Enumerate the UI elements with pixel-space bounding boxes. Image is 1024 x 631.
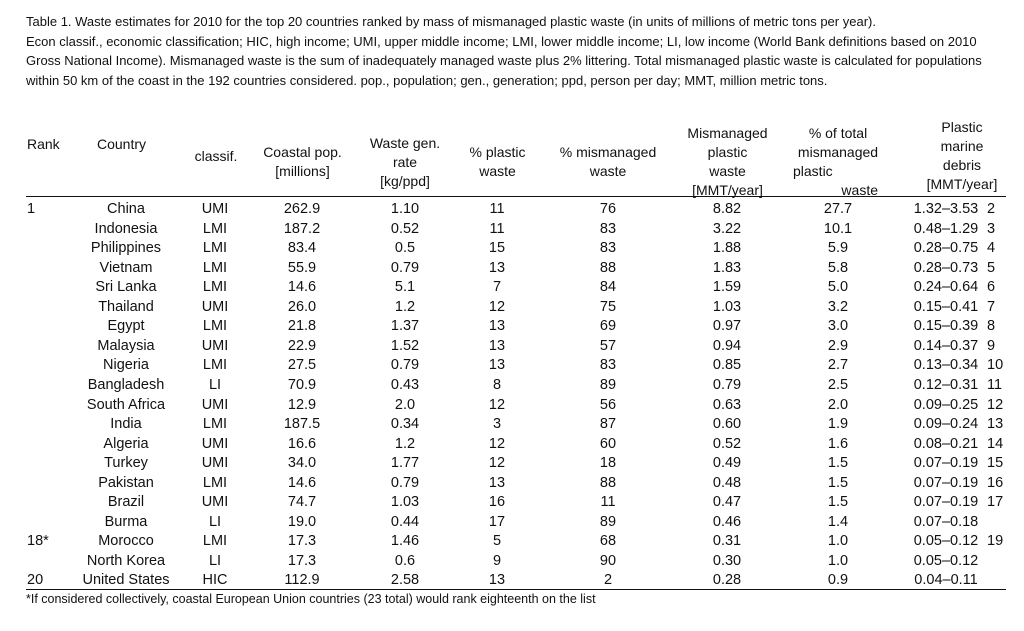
cell-pct-total: 2.9 — [827, 337, 849, 354]
header-waste-gen-rate — [355, 134, 455, 191]
cell-econ-classif: UMI — [201, 455, 229, 472]
cell-marine-debris: 1.32–3.53 — [913, 201, 979, 217]
cell-debris-rank: 11 — [987, 376, 1003, 393]
header-line: [MMT/year] — [926, 176, 998, 192]
cell-country: Algeria — [103, 435, 149, 452]
cell-pct-mismanaged: 11 — [600, 494, 616, 511]
cell-pct-total: 3.2 — [827, 298, 849, 315]
cell-mismanaged-plastic: 0.97 — [712, 318, 742, 335]
cell-pct-total: 5.0 — [827, 279, 849, 296]
cell-mismanaged-plastic: 1.59 — [712, 279, 742, 296]
cell-rank: 1 — [27, 201, 36, 217]
cell-country: Nigeria — [103, 357, 149, 374]
cell-marine-debris: 0.24–0.64 — [913, 279, 979, 296]
cell-pct-plastic: 15 — [488, 240, 506, 257]
cell-pct-total: 10.1 — [823, 220, 853, 237]
cell-pct-plastic: 11 — [489, 220, 505, 237]
cell-econ-classif: UMI — [201, 201, 229, 217]
cell-debris-rank: 17 — [987, 494, 1004, 511]
cell-debris-rank: 5 — [987, 259, 996, 276]
table-row — [0, 376, 1024, 396]
cell-country: Vietnam — [99, 259, 153, 276]
cell-econ-classif: LMI — [202, 259, 228, 276]
table-row — [0, 220, 1024, 240]
cell-coastal-pop: 16.6 — [287, 435, 317, 452]
cell-pct-mismanaged: 83 — [599, 220, 617, 237]
cell-mismanaged-plastic: 0.52 — [712, 435, 742, 452]
header-line: Plastic — [941, 119, 983, 135]
cell-waste-gen-rate: 0.5 — [394, 240, 416, 257]
cell-marine-debris: 0.28–0.73 — [913, 259, 979, 276]
table-row — [0, 474, 1024, 494]
cell-waste-gen-rate: 5.1 — [394, 279, 416, 296]
cell-mismanaged-plastic: 1.03 — [712, 298, 742, 315]
cell-pct-plastic: 12 — [488, 396, 506, 413]
caption-definitions: Econ classif., economic classification; HIC, high income; UMI, upper middle income; LMI, lower middle income; LI, low income (World Bank definitions based on 2010 Gross National Income). Mismanaged waste is the sum of inadequately managed waste plus 2% littering. Total mismanaged plastic waste is calculated for populations within 50 km of the coast in the 192 countries considered. pop., population; gen., generation; ppd, person per day; MMT, million metric tons. — [26, 33, 982, 88]
cell-rank: 18* — [27, 533, 49, 550]
cell-econ-classif: UMI — [201, 337, 229, 354]
cell-marine-debris: 0.05–0.12 — [913, 533, 979, 550]
cell-waste-gen-rate: 1.52 — [390, 337, 420, 354]
cell-debris-rank: 9 — [987, 337, 996, 354]
cell-country: Bangladesh — [87, 376, 165, 393]
cell-pct-total: 1.4 — [827, 513, 849, 530]
cell-country: Turkey — [104, 455, 148, 472]
cell-pct-mismanaged: 87 — [599, 416, 617, 433]
cell-pct-mismanaged: 88 — [599, 474, 617, 491]
cell-coastal-pop: 14.6 — [287, 279, 317, 296]
cell-econ-classif: LMI — [202, 533, 228, 550]
cell-pct-total: 2.0 — [827, 396, 849, 413]
table-row — [0, 552, 1024, 572]
cell-country: Morocco — [98, 533, 154, 550]
cell-pct-plastic: 13 — [488, 357, 506, 374]
cell-pct-plastic: 13 — [488, 572, 506, 589]
cell-econ-classif: LMI — [202, 240, 228, 257]
header-coastal-pop — [250, 143, 355, 181]
cell-pct-total: 1.5 — [827, 474, 849, 491]
table-row — [0, 200, 1024, 220]
cell-pct-total: 2.5 — [827, 376, 849, 393]
cell-debris-rank: 14 — [987, 435, 1004, 452]
cell-coastal-pop: 262.9 — [283, 201, 321, 217]
cell-pct-mismanaged: 2 — [603, 572, 613, 589]
cell-mismanaged-plastic: 0.60 — [712, 416, 742, 433]
cell-coastal-pop: 17.3 — [287, 552, 317, 569]
cell-pct-plastic: 12 — [488, 298, 506, 315]
cell-country: Burma — [104, 513, 148, 530]
header-line: rate — [392, 154, 418, 170]
cell-coastal-pop: 21.8 — [287, 318, 317, 335]
cell-pct-plastic: 13 — [488, 259, 506, 276]
cell-pct-plastic: 7 — [492, 279, 502, 296]
cell-coastal-pop: 83.4 — [287, 240, 317, 257]
cell-mismanaged-plastic: 0.49 — [712, 455, 742, 472]
table-row — [0, 317, 1024, 337]
cell-pct-mismanaged: 68 — [599, 533, 617, 550]
table-row — [0, 239, 1024, 259]
cell-debris-rank: 2 — [987, 201, 996, 217]
cell-waste-gen-rate: 1.2 — [394, 298, 416, 315]
header-marine-debris — [912, 118, 1012, 194]
cell-country: North Korea — [86, 552, 166, 569]
cell-pct-plastic: 13 — [488, 474, 506, 491]
table-caption — [26, 12, 1006, 90]
header-line: [millions] — [275, 163, 330, 179]
cell-mismanaged-plastic: 0.79 — [712, 376, 742, 393]
header-pct-mismanaged — [543, 143, 673, 181]
cell-pct-total: 1.9 — [827, 416, 849, 433]
cell-econ-classif: LI — [208, 376, 222, 393]
cell-country: Indonesia — [94, 220, 158, 237]
cell-mismanaged-plastic: 0.63 — [712, 396, 742, 413]
cell-mismanaged-plastic: 0.28 — [712, 572, 742, 589]
table-row — [0, 356, 1024, 376]
cell-marine-debris: 0.13–0.34 — [913, 357, 979, 374]
header-line: % mismanaged — [559, 144, 657, 160]
header-mismanaged-plastic — [670, 124, 785, 200]
cell-waste-gen-rate: 0.44 — [390, 513, 420, 530]
header-line: [kg/ppd] — [380, 173, 430, 189]
table-row — [0, 454, 1024, 474]
cell-mismanaged-plastic: 8.82 — [712, 201, 742, 217]
header-line: marine — [940, 138, 984, 154]
cell-coastal-pop: 55.9 — [287, 259, 317, 276]
cell-coastal-pop: 26.0 — [287, 298, 317, 315]
cell-econ-classif: LI — [208, 513, 222, 530]
cell-pct-plastic: 5 — [492, 533, 502, 550]
cell-pct-total: 3.0 — [827, 318, 849, 335]
cell-marine-debris: 0.07–0.19 — [913, 494, 979, 511]
cell-coastal-pop: 22.9 — [287, 337, 317, 354]
cell-econ-classif: LMI — [202, 474, 228, 491]
cell-waste-gen-rate: 0.79 — [390, 474, 420, 491]
cell-debris-rank: 8 — [987, 318, 996, 335]
cell-rank: 20 — [27, 572, 44, 589]
cell-pct-total: 1.5 — [827, 494, 849, 511]
header-line: plastic — [793, 163, 833, 179]
cell-waste-gen-rate: 1.46 — [390, 533, 420, 550]
table-row — [0, 493, 1024, 513]
cell-pct-total: 5.8 — [827, 259, 849, 276]
cell-waste-gen-rate: 1.77 — [390, 455, 420, 472]
cell-pct-mismanaged: 76 — [599, 201, 617, 217]
header-pct-plastic — [445, 143, 550, 181]
table-row — [0, 532, 1024, 552]
cell-coastal-pop: 34.0 — [287, 455, 317, 472]
cell-econ-classif: UMI — [201, 396, 229, 413]
header-classif: classif. — [194, 148, 238, 164]
header-rank: Rank — [27, 136, 60, 152]
cell-mismanaged-plastic: 3.22 — [712, 220, 742, 237]
cell-debris-rank: 16 — [987, 474, 1004, 491]
cell-mismanaged-plastic: 0.85 — [712, 357, 742, 374]
cell-pct-mismanaged: 89 — [599, 376, 617, 393]
table-row — [0, 278, 1024, 298]
cell-waste-gen-rate: 0.79 — [390, 259, 420, 276]
cell-pct-total: 1.5 — [827, 455, 849, 472]
header-line: debris — [942, 157, 982, 173]
cell-coastal-pop: 19.0 — [287, 513, 317, 530]
cell-coastal-pop: 17.3 — [287, 533, 317, 550]
cell-econ-classif: UMI — [201, 298, 229, 315]
table-row — [0, 396, 1024, 416]
cell-debris-rank: 7 — [987, 298, 996, 315]
cell-pct-mismanaged: 89 — [599, 513, 617, 530]
cell-mismanaged-plastic: 0.46 — [712, 513, 742, 530]
cell-country: Brazil — [107, 494, 145, 511]
cell-pct-plastic: 12 — [488, 435, 506, 452]
cell-pct-total: 5.9 — [827, 240, 849, 257]
cell-coastal-pop: 12.9 — [287, 396, 317, 413]
table-row — [0, 259, 1024, 279]
cell-country: Sri Lanka — [95, 279, 157, 296]
cell-econ-classif: LMI — [202, 220, 228, 237]
cell-pct-total: 1.0 — [827, 552, 849, 569]
cell-marine-debris: 0.12–0.31 — [913, 376, 979, 393]
cell-coastal-pop: 14.6 — [287, 474, 317, 491]
cell-waste-gen-rate: 0.34 — [390, 416, 420, 433]
header-line: Waste gen. — [369, 135, 441, 151]
cell-econ-classif: UMI — [201, 494, 229, 511]
header-line: % plastic — [469, 144, 526, 160]
cell-country: Philippines — [90, 240, 162, 257]
header-line: % of total — [808, 125, 868, 141]
cell-pct-mismanaged: 83 — [599, 240, 617, 257]
cell-waste-gen-rate: 1.03 — [390, 494, 420, 511]
header-country: Country — [97, 136, 147, 152]
header-line: mismanaged — [797, 144, 879, 160]
cell-marine-debris: 0.07–0.19 — [913, 455, 979, 472]
cell-waste-gen-rate: 0.52 — [390, 220, 420, 237]
cell-pct-mismanaged: 18 — [599, 455, 617, 472]
cell-debris-rank: 4 — [987, 240, 996, 257]
cell-coastal-pop: 187.2 — [283, 220, 321, 237]
cell-pct-mismanaged: 56 — [599, 396, 617, 413]
cell-pct-mismanaged: 75 — [599, 298, 617, 315]
cell-waste-gen-rate: 1.10 — [390, 201, 420, 217]
cell-pct-plastic: 11 — [489, 201, 505, 217]
cell-country: United States — [82, 572, 170, 589]
cell-country: China — [107, 201, 145, 217]
header-line: waste — [589, 163, 627, 179]
cell-pct-mismanaged: 60 — [599, 435, 617, 452]
cell-pct-total: 27.7 — [823, 201, 853, 217]
cell-coastal-pop: 187.5 — [283, 416, 321, 433]
header-rule — [26, 196, 1006, 197]
cell-waste-gen-rate: 0.79 — [390, 357, 420, 374]
header-line: Coastal pop. — [263, 144, 342, 160]
cell-marine-debris: 0.07–0.18 — [913, 513, 979, 530]
cell-marine-debris: 0.15–0.39 — [913, 318, 979, 335]
header-pct-total — [788, 124, 888, 200]
table-row — [0, 415, 1024, 435]
header-line: waste — [709, 163, 746, 179]
header-line: plastic — [707, 144, 748, 160]
cell-waste-gen-rate: 0.6 — [394, 552, 416, 569]
cell-pct-total: 2.7 — [827, 357, 849, 374]
cell-pct-plastic: 13 — [488, 318, 506, 335]
cell-pct-mismanaged: 84 — [599, 279, 617, 296]
cell-country: Egypt — [107, 318, 145, 335]
table-row — [0, 298, 1024, 318]
cell-marine-debris: 0.15–0.41 — [913, 298, 979, 315]
cell-pct-plastic: 8 — [492, 376, 502, 393]
cell-debris-rank: 3 — [987, 220, 996, 237]
table-row — [0, 435, 1024, 455]
cell-marine-debris: 0.09–0.24 — [913, 416, 979, 433]
table-row — [0, 337, 1024, 357]
cell-country: Malaysia — [97, 337, 155, 354]
cell-debris-rank: 19 — [987, 533, 1004, 550]
cell-econ-classif: LMI — [202, 279, 228, 296]
cell-mismanaged-plastic: 0.94 — [712, 337, 742, 354]
cell-marine-debris: 0.28–0.75 — [913, 240, 979, 257]
header-line: Mismanaged — [687, 125, 768, 141]
cell-mismanaged-plastic: 1.83 — [712, 259, 742, 276]
cell-waste-gen-rate: 0.43 — [390, 376, 420, 393]
cell-marine-debris: 0.09–0.25 — [913, 396, 979, 413]
cell-country: Thailand — [98, 298, 154, 315]
cell-pct-mismanaged: 90 — [599, 552, 617, 569]
table-row — [0, 571, 1024, 591]
header-line: [MMT/year] — [692, 182, 763, 198]
cell-econ-classif: LMI — [202, 318, 228, 335]
cell-marine-debris: 0.05–0.12 — [913, 552, 979, 569]
cell-debris-rank: 15 — [987, 455, 1004, 472]
cell-debris-rank: 6 — [987, 279, 996, 296]
cell-coastal-pop: 27.5 — [287, 357, 317, 374]
bottom-rule — [26, 589, 1006, 590]
cell-pct-plastic: 13 — [488, 337, 506, 354]
cell-econ-classif: HIC — [202, 572, 228, 589]
cell-pct-total: 1.6 — [827, 435, 849, 452]
cell-coastal-pop: 70.9 — [287, 376, 317, 393]
cell-country: India — [110, 416, 142, 433]
cell-marine-debris: 0.48–1.29 — [913, 220, 979, 237]
cell-pct-mismanaged: 88 — [599, 259, 617, 276]
cell-debris-rank: 13 — [987, 416, 1004, 433]
header-line: waste — [841, 182, 878, 198]
cell-pct-plastic: 17 — [488, 513, 506, 530]
cell-pct-mismanaged: 69 — [599, 318, 617, 335]
cell-pct-mismanaged: 83 — [599, 357, 617, 374]
cell-mismanaged-plastic: 0.30 — [712, 552, 742, 569]
cell-pct-plastic: 16 — [488, 494, 506, 511]
cell-waste-gen-rate: 2.58 — [390, 572, 420, 589]
caption-title: Table 1. Waste estimates for 2010 for the top 20 countries ranked by mass of mismanaged plastic waste (in units of millions of metric tons per year). — [26, 14, 876, 29]
cell-marine-debris: 0.04–0.11 — [914, 572, 978, 589]
cell-mismanaged-plastic: 0.47 — [712, 494, 742, 511]
cell-pct-plastic: 12 — [488, 455, 506, 472]
cell-marine-debris: 0.08–0.21 — [913, 435, 979, 452]
cell-econ-classif: LMI — [202, 416, 228, 433]
cell-pct-plastic: 3 — [492, 416, 502, 433]
cell-mismanaged-plastic: 1.88 — [712, 240, 742, 257]
cell-pct-total: 0.9 — [827, 572, 849, 589]
cell-marine-debris: 0.07–0.19 — [913, 474, 979, 491]
cell-coastal-pop: 74.7 — [287, 494, 317, 511]
cell-econ-classif: LMI — [202, 357, 228, 374]
cell-country: South Africa — [86, 396, 166, 413]
cell-waste-gen-rate: 1.37 — [390, 318, 420, 335]
cell-mismanaged-plastic: 0.48 — [712, 474, 742, 491]
cell-coastal-pop: 112.9 — [284, 572, 320, 589]
cell-waste-gen-rate: 1.2 — [394, 435, 416, 452]
table-row — [0, 513, 1024, 533]
cell-pct-total: 1.0 — [827, 533, 849, 550]
cell-econ-classif: LI — [208, 552, 222, 569]
cell-pct-plastic: 9 — [492, 552, 502, 569]
cell-mismanaged-plastic: 0.31 — [712, 533, 742, 550]
cell-debris-rank: 10 — [987, 357, 1004, 374]
cell-country: Pakistan — [98, 474, 154, 491]
cell-marine-debris: 0.14–0.37 — [913, 337, 979, 354]
cell-waste-gen-rate: 2.0 — [394, 396, 416, 413]
cell-pct-mismanaged: 57 — [599, 337, 617, 354]
footnote: *If considered collectively, coastal European Union countries (23 total) would rank eighteenth on the list — [26, 592, 596, 606]
header-line: waste — [479, 163, 516, 179]
cell-debris-rank: 12 — [987, 396, 1004, 413]
cell-econ-classif: UMI — [201, 435, 229, 452]
